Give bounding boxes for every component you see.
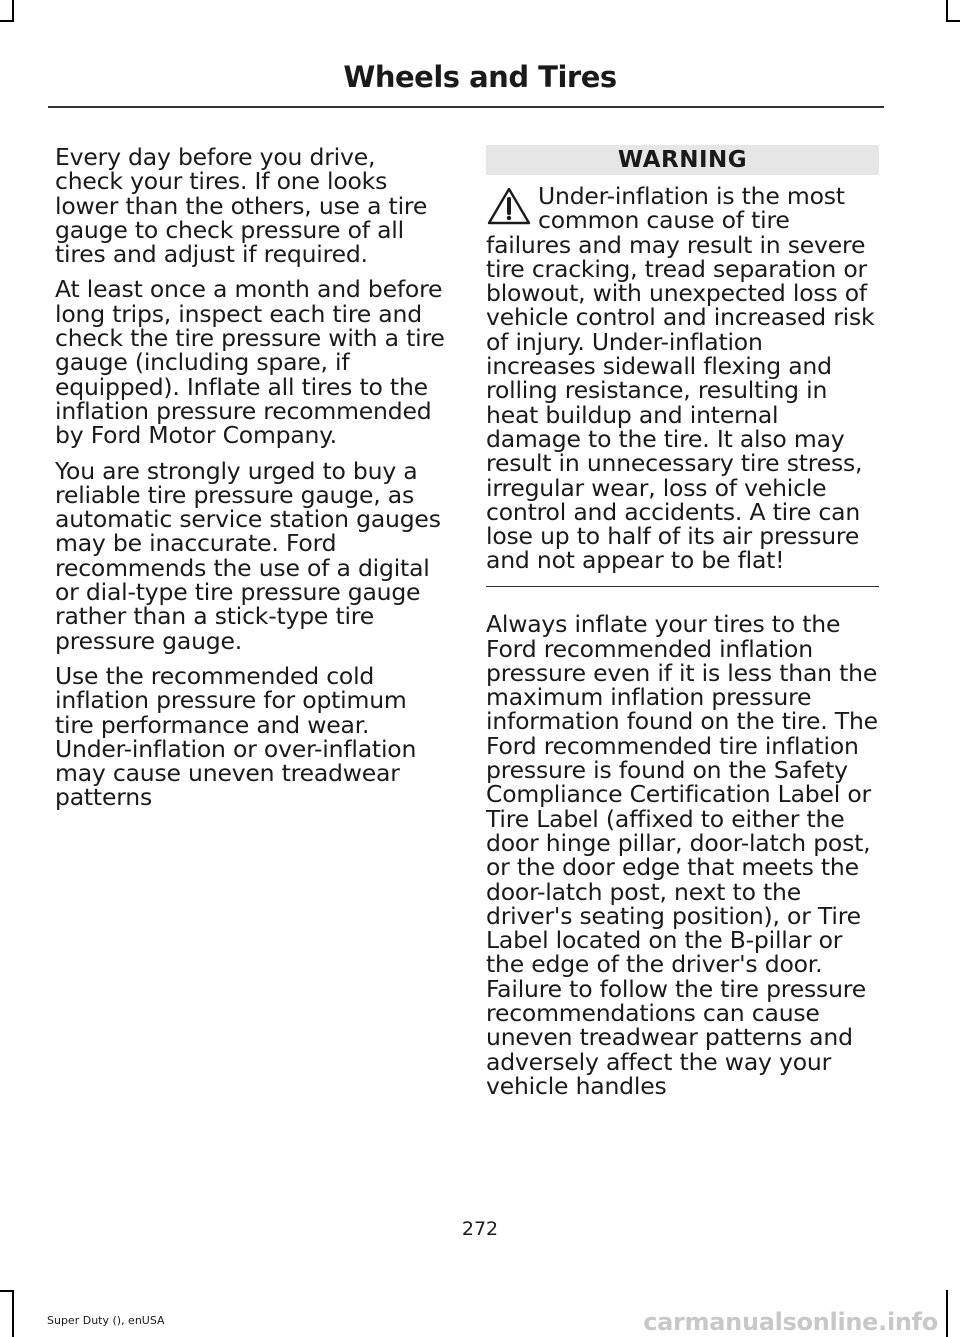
- crop-mark: [946, 20, 960, 22]
- left-column: [55, 145, 447, 821]
- document-info: Super Duty (), enUSA: [47, 1314, 165, 1327]
- paragraph: Always inflate your tires to the Ford recommended inflation pressure even if it is less than the maximum inflation pressure information found on the tire. The Ford recommended tire inflation pressure is found on the Safety Compliance Certification Label or Tire Label (affixed to either the door hinge pillar, door-latch post, or the door edge that meets the door-latch post, next to the driver's seating position), or Tire Label located on the B-pillar or the edge of the driver's door. Failure to follow the tire pressure recommendations can cause uneven treadwear patterns and adversely affect the way your vehicle handles: [486, 610, 878, 1100]
- page-title: Wheels and Tires: [343, 60, 617, 94]
- warning-heading: WARNING: [486, 145, 879, 175]
- paragraph: Every day before you drive, check your tires. If one looks lower than the others, use a tire gauge to check pressure of all tires and adjust if required.: [55, 143, 428, 269]
- crop-mark: [0, 20, 14, 22]
- warning-box: [486, 184, 879, 573]
- crop-mark: [946, 0, 948, 20]
- crop-mark: [0, 1290, 14, 1292]
- right-column: [486, 145, 879, 1109]
- crop-mark: [12, 0, 14, 20]
- warning-text: Under-inflation is the most common cause of tire failures and may result in severe tire cracking, tread separation or blowout, with unexpected loss of vehicle control and increased risk of injury. Under-inflation increases sidewall flexing and rolling resistance, resulting in heat buildup and internal damage to the tire. It also may result in unnecessary tire stress, irregular wear, loss of vehicle control and accidents. A tire can lose up to half of its air pressure and not appear to be flat!: [486, 182, 875, 575]
- watermark: carmanualsonline.info: [643, 1308, 938, 1336]
- crop-mark: [12, 1290, 14, 1337]
- warning-divider: [486, 586, 879, 588]
- header-divider: [48, 106, 884, 108]
- paragraph: At least once a month and before long trips, inspect each tire and check the tire pressure with a tire gauge (including spare, if equipped). Inflate all tires to the inflation pressure recommended by Ford Motor Company.: [55, 275, 445, 450]
- paragraph: Use the recommended cold inflation pressure for optimum tire performance and wear. Under-inflation or over-inflation may cause uneven treadwear patterns: [55, 661, 417, 812]
- page-number: 272: [461, 1218, 499, 1240]
- warning-triangle-icon: [486, 186, 532, 226]
- paragraph: You are strongly urged to buy a reliable tire pressure gauge, as automatic service station gauges may be inaccurate. Ford recommends the use of a digital or dial-type tire pressure gauge rather than a stick-type tire pressure gauge.: [55, 456, 441, 655]
- crop-mark: [946, 1290, 948, 1337]
